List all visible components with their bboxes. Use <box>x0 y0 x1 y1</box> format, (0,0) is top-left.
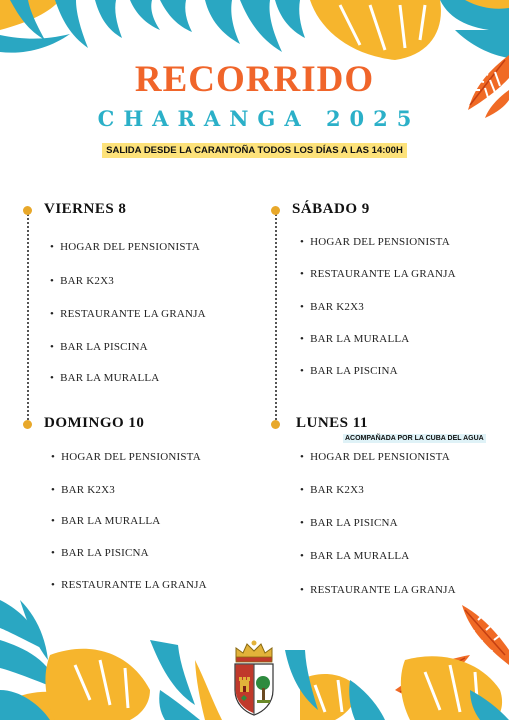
list-item: • BAR K2X3 <box>300 301 364 313</box>
list-item: • BAR K2X3 <box>50 275 114 287</box>
departure-banner: SALIDA DESDE LA CARANTOÑA TODOS LOS DÍAS A LAS 14:00H <box>102 143 407 158</box>
poster-title: RECORRIDO <box>134 59 375 100</box>
palm-leaf-icon <box>0 0 160 53</box>
coat-of-arms-icon <box>231 640 277 716</box>
timeline-line-left <box>27 214 29 424</box>
palm-leaf-icon <box>150 640 222 720</box>
list-item: • BAR LA PISICNA <box>51 547 149 559</box>
timeline-dot-lunes <box>271 420 280 429</box>
list-item: • RESTAURANTE LA GRANJA <box>50 308 206 320</box>
list-item: • BAR LA MURALLA <box>51 515 160 527</box>
list-item: • BAR K2X3 <box>300 484 364 496</box>
list-item: • BAR LA PISCINA <box>300 365 398 377</box>
list-item: • BAR LA MURALLA <box>300 550 409 562</box>
palm-leaf-icon <box>160 0 305 52</box>
list-item: • HOGAR DEL PENSIONISTA <box>300 451 450 463</box>
list-item: • RESTAURANTE LA GRANJA <box>300 584 456 596</box>
list-item: • HOGAR DEL PENSIONISTA <box>50 241 200 253</box>
timeline-dot-domingo <box>23 420 32 429</box>
day-title-viernes: VIERNES 8 <box>44 201 127 217</box>
list-item: • BAR LA PISCINA <box>50 341 148 353</box>
list-item: • BAR LA MURALLA <box>50 372 159 384</box>
monstera-leaf-icon <box>45 649 150 720</box>
lunes-note: ACOMPAÑADA POR LA CUBA DEL AGUA <box>345 435 484 442</box>
day-title-lunes: LUNES 11 <box>296 415 368 431</box>
list-item: • BAR K2X3 <box>51 484 115 496</box>
list-item: • RESTAURANTE LA GRANJA <box>300 268 456 280</box>
list-item: • BAR LA MURALLA <box>300 333 409 345</box>
list-item: • HOGAR DEL PENSIONISTA <box>300 236 450 248</box>
monstera-leaf-icon <box>310 0 509 60</box>
list-item: • RESTAURANTE LA GRANJA <box>51 579 207 591</box>
timeline-line-right <box>275 214 277 424</box>
day-title-domingo: DOMINGO 10 <box>44 415 145 431</box>
day-title-sabado: SÁBADO 9 <box>292 201 370 217</box>
list-item: • HOGAR DEL PENSIONISTA <box>51 451 201 463</box>
list-item: • BAR LA PISICNA <box>300 517 398 529</box>
poster-subtitle: CHARANGA 2025 <box>97 106 421 131</box>
timeline-dot-viernes <box>23 206 32 215</box>
timeline-dot-sabado <box>271 206 280 215</box>
